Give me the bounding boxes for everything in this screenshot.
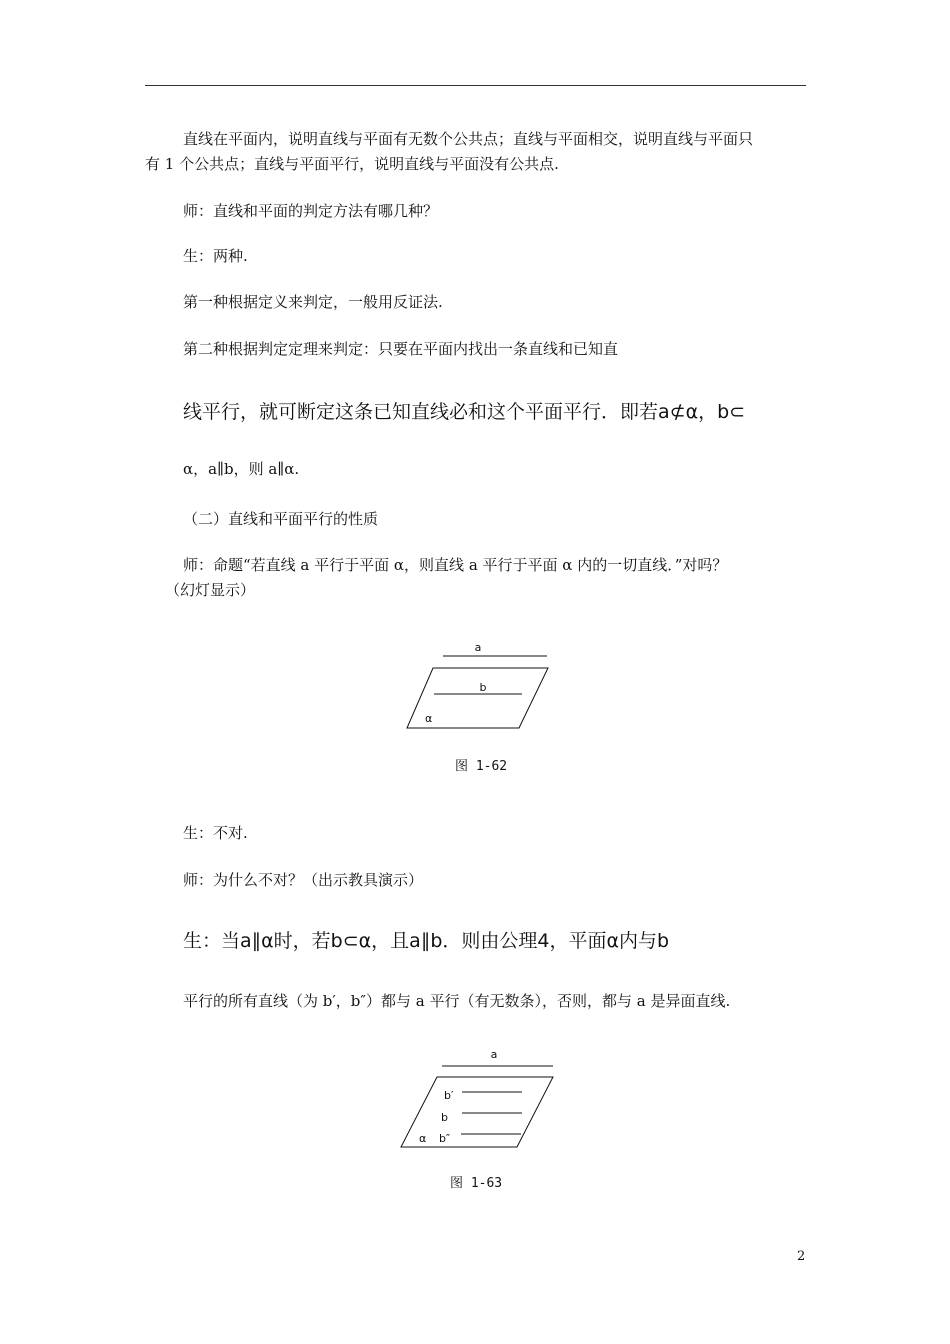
header-rule xyxy=(145,85,806,86)
paragraph-line: 有 1 个公共点；直线与平面平行，说明直线与平面没有公共点. xyxy=(145,155,559,173)
paragraph-student-answer: 生：两种. xyxy=(183,247,248,265)
paragraph-teacher-question: 师：直线和平面的判定方法有哪几种？ xyxy=(183,202,439,220)
paragraph-proof-line: 生：当a∥α时，若b⊂α，且a∥b．则由公理4，平面α内与b xyxy=(183,930,670,952)
line-a-label: a xyxy=(490,1048,498,1061)
paragraph-theorem-conclusion: α，a∥b，则 a∥α. xyxy=(183,460,300,478)
figure-caption: 图 1-62 xyxy=(455,759,508,774)
section-heading: （二）直线和平面平行的性质 xyxy=(183,510,379,528)
plane-alpha-label: α xyxy=(419,1132,427,1145)
figure-1-63 xyxy=(395,1043,560,1155)
figure-1-62 xyxy=(395,636,560,736)
paragraph-line: 师：命题“若直线 a 平行于平面 α，则直线 a 平行于平面 α 内的一切直线．”对吗？ xyxy=(183,556,728,574)
line-b-double-prime-label: b″ xyxy=(439,1132,451,1145)
plane-alpha-label: α xyxy=(425,712,433,725)
figure-caption: 图 1-63 xyxy=(450,1176,503,1191)
paragraph-proof-conclusion: 平行的所有直线（为 b′，b″）都与 a 平行（有无数条），否则，都与 a 是异面直线. xyxy=(183,992,731,1010)
paragraph-student-answer: 生：不对. xyxy=(183,824,248,842)
paragraph-line: 直线在平面内，说明直线与平面有无数个公共点；直线与平面相交，说明直线与平面只 xyxy=(183,130,754,148)
line-b-label: b xyxy=(441,1111,448,1124)
line-b-label: b xyxy=(479,681,487,694)
paragraph-theorem-line: 线平行，就可断定这条已知直线必和这个平面平行．即若a⊄α，b⊂ xyxy=(183,401,746,423)
paragraph-line: （幻灯显示） xyxy=(165,581,256,599)
paragraph-method-two: 第二种根据判定定理来判定：只要在平面内找出一条直线和已知直 xyxy=(183,340,619,358)
line-b-prime-label: b′ xyxy=(444,1089,454,1102)
line-a-label: a xyxy=(474,641,482,654)
page-number: 2 xyxy=(797,1249,806,1264)
paragraph-method-one: 第一种根据定义来判定，一般用反证法. xyxy=(183,293,443,311)
paragraph-teacher-question: 师：为什么不对？（出示教具演示） xyxy=(183,871,424,889)
